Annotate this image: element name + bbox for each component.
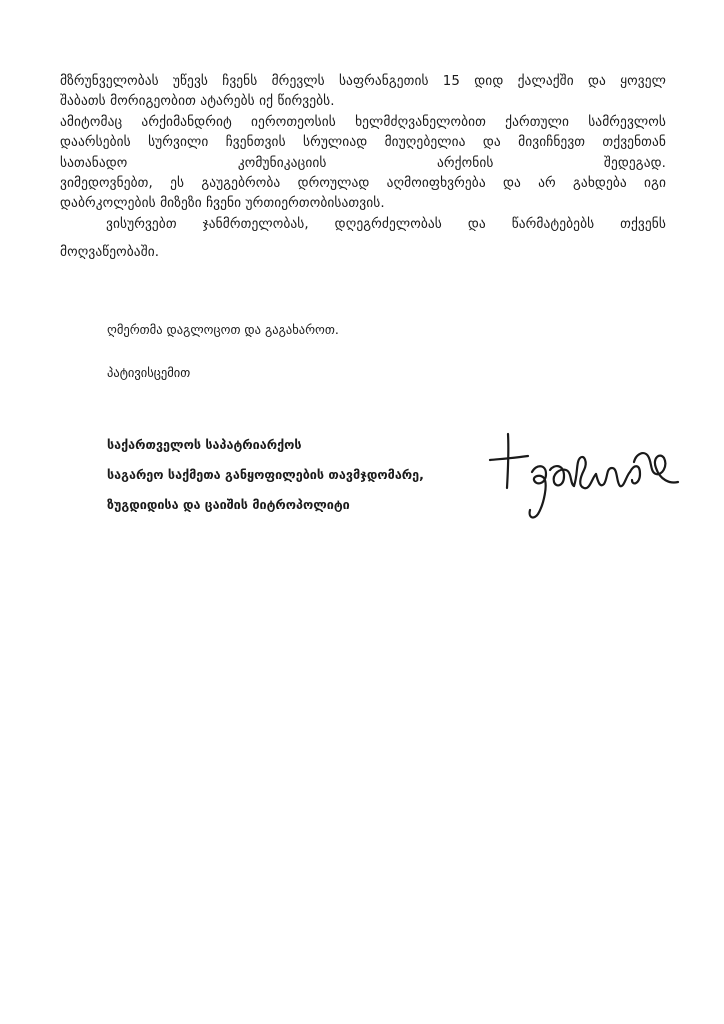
letter-line: შაბათს მორიგეობით ატარებს იქ წირვებს. [60, 94, 335, 110]
closing-respect: პატივისცემით [107, 365, 191, 380]
letter-line: დაარსების სურვილი ჩვენთვის სრულიად მიუღებელია და მივიჩნევთ თქვენთან [60, 135, 666, 151]
signatory-block [107, 430, 424, 520]
letter-line: ამიტომაც არქიმანდრიტ იეროთეოსის ხელმძღვანელობით ქართული სამრევლოს [60, 114, 666, 130]
letter-line: მზრუნველობას უწევს ჩვენს მრევლს საფრანგეთის 15 დიდ ქალაქში და ყოველ [60, 74, 666, 89]
letter-line: ვიმედოვნებთ, ეს გაუგებრობა დროულად აღმოიფხვრება და არ გახდება იგი [60, 176, 666, 192]
signatory-line-2: საგარეო საქმეთა განყოფილების თავმჯდომარე, [107, 467, 424, 482]
letter-line: სათანადო კომუნიკაციის არქონის შედეგად. [60, 155, 666, 171]
signatory-line-3: ზუგდიდისა და ცაიშის მიტროპოლიტი [107, 497, 350, 512]
letter-line: დაბრკოლების მიზეზი ჩვენი ურთიერთობისათვის. [60, 196, 385, 212]
letter-line: მოღვაწეობაში. [60, 245, 160, 261]
signatory-line-1: საქართველოს საპატრიარქოს [107, 437, 302, 452]
letter-body [60, 72, 666, 264]
closing-blessing: ღმერთმა დაგლოცოთ და გაგახაროთ. [107, 322, 339, 337]
handwritten-signature [484, 422, 684, 532]
letter-line: ვისურვებთ ჯანმრთელობას, დღეგრძელობას და წარმატებებს თქვენს [106, 216, 666, 232]
